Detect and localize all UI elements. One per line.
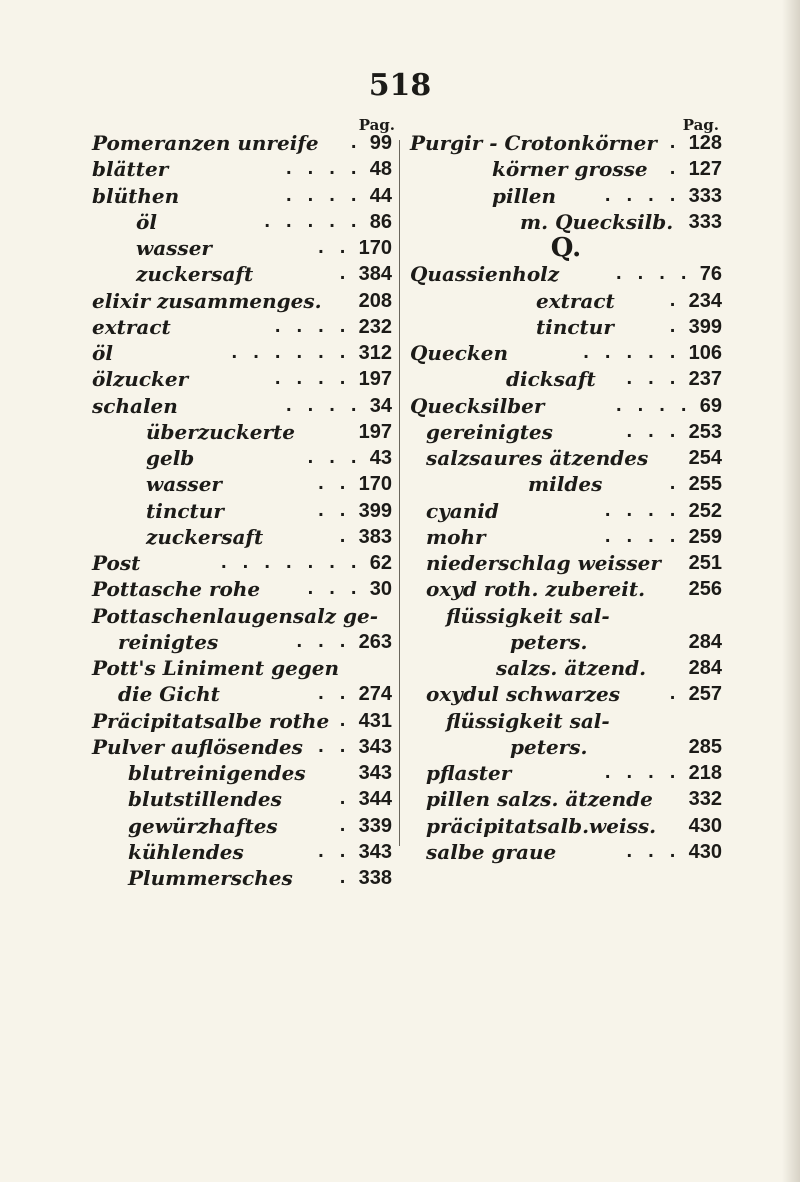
page-reference: 257 — [688, 683, 722, 706]
index-term: extract — [536, 288, 615, 313]
index-term: oxyd roth. zubereit. — [426, 577, 646, 602]
index-term: wasser — [146, 472, 222, 497]
index-entry — [410, 629, 722, 655]
index-term: flüssigkeit sal- — [446, 708, 610, 733]
index-column-right — [410, 116, 722, 865]
index-term: cyanid — [426, 498, 499, 523]
index-entry — [410, 708, 722, 734]
page-reference: 127 — [688, 158, 722, 181]
index-term: Präcipitatsalbe rothe — [92, 708, 330, 733]
leader-dots: . . . . — [285, 159, 362, 179]
index-entry — [92, 393, 392, 419]
index-term: blätter — [92, 157, 169, 182]
index-entry — [410, 366, 722, 392]
page-reference: 254 — [688, 447, 722, 469]
index-term: dicksaft — [506, 367, 596, 392]
index-entry — [92, 524, 392, 550]
leader-dots: . . — [317, 238, 351, 257]
page-reference: 255 — [688, 473, 722, 496]
index-term: m. Quecksilb. — [520, 209, 674, 234]
index-term: Pulver auflösendes — [92, 734, 303, 759]
index-term: pflaster — [426, 761, 512, 785]
index-term: wasser — [136, 236, 212, 260]
index-entry — [410, 183, 722, 209]
leader-dots: . — [339, 789, 351, 809]
index-entry — [92, 681, 392, 707]
leader-dots: . . . . — [604, 500, 681, 520]
leader-dots: . . — [317, 736, 351, 756]
index-term: flüssigkeit sal- — [446, 603, 610, 628]
index-entry — [410, 603, 722, 629]
page-reference: 338 — [358, 867, 392, 889]
pag-header-right: Pag. — [682, 116, 719, 134]
index-term: oxydul schwarzes — [426, 682, 621, 707]
index-entry — [410, 445, 722, 471]
page-reference: 234 — [688, 289, 722, 312]
leader-dots: . . . — [626, 841, 681, 861]
index-term: blutstillendes — [128, 787, 282, 812]
page-reference: 312 — [358, 342, 392, 364]
index-entry — [92, 865, 392, 891]
index-term: salzsaures ätzendes — [426, 446, 649, 470]
leader-dots: . . . — [296, 631, 351, 651]
page-reference: 383 — [358, 525, 392, 548]
page-reference: 333 — [688, 184, 722, 207]
index-term: salbe graue — [426, 839, 557, 864]
index-term: Quassienholz — [410, 262, 560, 287]
page-reference: 197 — [358, 368, 392, 391]
page-reference: 48 — [369, 158, 392, 181]
page-reference: 343 — [358, 735, 392, 758]
index-entry — [92, 183, 392, 209]
index-term: mohr — [426, 524, 486, 549]
leader-dots: . . — [317, 841, 351, 861]
index-entry — [92, 603, 392, 629]
index-entry — [410, 393, 722, 419]
index-term: extract — [92, 314, 171, 339]
index-entry — [410, 550, 722, 576]
page-reference: 43 — [369, 447, 392, 469]
leader-dots: . . — [317, 500, 351, 520]
index-entry — [92, 445, 392, 471]
leader-dots: . — [339, 815, 351, 835]
index-term: niederschlag weisser — [426, 551, 661, 575]
index-term: Quecksilber — [410, 393, 545, 418]
page-reference: 332 — [688, 788, 722, 811]
leader-dots: . — [339, 526, 351, 546]
leader-dots: . . . — [307, 579, 362, 599]
index-entry — [92, 314, 392, 340]
index-entry — [410, 340, 722, 366]
index-term: mildes — [528, 472, 603, 497]
index-term: die Gicht — [118, 682, 220, 707]
index-entry — [410, 524, 722, 550]
index-list-right — [410, 130, 722, 865]
index-term: gewürzhaftes — [128, 813, 278, 838]
index-term: präcipitatsalb.weiss. — [426, 813, 657, 838]
index-term: ölzucker — [92, 367, 189, 392]
index-list-left — [92, 130, 392, 891]
page-reference: 256 — [688, 578, 722, 601]
leader-dots: . — [669, 159, 681, 179]
index-entry — [92, 235, 392, 261]
leader-dots: . . . . . — [582, 343, 681, 362]
index-term: pillen — [492, 183, 557, 208]
index-entry — [410, 314, 722, 340]
index-term: Post — [92, 551, 141, 575]
index-entry — [410, 209, 722, 235]
leader-dots: . — [669, 290, 681, 310]
index-entry — [410, 760, 722, 786]
index-term: Pottaschenlaugensalz ge- — [92, 603, 379, 628]
index-entry — [410, 288, 722, 314]
leader-dots: . — [669, 316, 681, 336]
index-entry — [92, 340, 392, 366]
index-term: öl — [136, 209, 157, 234]
index-entry — [92, 708, 392, 734]
leader-dots: . — [339, 868, 351, 887]
leader-dots: . . . . — [604, 526, 681, 546]
leader-dots: . . . . — [604, 185, 681, 205]
index-term: peters. — [510, 629, 588, 654]
index-entry — [410, 839, 722, 865]
page-reference: 197 — [358, 420, 392, 443]
page-reference: 259 — [688, 525, 722, 548]
index-entry — [92, 839, 392, 865]
index-term: schalen — [92, 393, 178, 418]
index-term: Quecken — [410, 341, 508, 365]
page-reference: 274 — [358, 683, 392, 706]
leader-dots: . . . . — [274, 369, 351, 389]
page-reference: 430 — [688, 814, 722, 837]
leader-dots: . . . . . . . — [220, 553, 362, 572]
index-term: reinigtes — [118, 629, 219, 654]
leader-dots: . — [339, 710, 351, 730]
index-term: Plummersches — [128, 866, 293, 890]
leader-dots: . . . — [626, 369, 681, 389]
page-reference: 106 — [688, 342, 722, 364]
index-term: öl — [92, 341, 113, 365]
page-reference: 251 — [688, 552, 722, 574]
index-entry — [92, 419, 392, 445]
page-reference: 30 — [369, 578, 392, 601]
index-entry — [410, 156, 722, 182]
leader-dots: . — [669, 474, 681, 494]
page-number: 518 — [368, 68, 432, 103]
leader-dots: . — [669, 684, 681, 704]
page-reference: 86 — [369, 210, 392, 233]
index-term: gereinigtes — [426, 419, 553, 444]
leader-dots: . . . . — [285, 395, 362, 415]
page-reference: 208 — [358, 289, 392, 312]
page-reference: 399 — [688, 315, 722, 338]
page-reference: 34 — [369, 394, 392, 417]
page-reference: 62 — [369, 552, 392, 574]
leader-dots: . . . . — [615, 264, 692, 284]
index-term: Pomeranzen unreife — [92, 131, 319, 155]
page-reference: 237 — [688, 368, 722, 391]
index-entry — [410, 786, 722, 812]
page-reference: 76 — [699, 263, 722, 286]
index-entry — [410, 681, 722, 707]
index-term: gelb — [146, 446, 195, 470]
leader-dots: . . . — [307, 448, 362, 467]
leader-dots: . — [350, 133, 362, 152]
index-term: blutreinigendes — [128, 761, 306, 785]
leader-dots: . . . . . . — [231, 343, 351, 362]
page-reference: 285 — [688, 735, 722, 758]
index-entry — [410, 498, 722, 524]
index-entry — [410, 813, 722, 839]
index-entry — [410, 419, 722, 445]
page-reference: 284 — [688, 630, 722, 653]
index-entry — [92, 786, 392, 812]
page-reference: 339 — [358, 814, 392, 837]
index-entry — [92, 655, 392, 681]
page-reference: 253 — [688, 420, 722, 443]
index-entry — [92, 629, 392, 655]
leader-dots: . . . . — [274, 316, 351, 336]
page-reference: 430 — [688, 840, 722, 863]
index-entry — [92, 498, 392, 524]
leader-dots: . . . . — [285, 185, 362, 205]
index-term: körner grosse — [492, 157, 648, 182]
index-entry — [410, 734, 722, 760]
index-entry — [410, 235, 722, 261]
leader-dots: . . . . — [615, 395, 692, 415]
index-entry — [410, 655, 722, 681]
leader-dots: . . — [317, 474, 351, 494]
index-entry — [92, 288, 392, 314]
index-term: salzs. ätzend. — [496, 656, 647, 680]
index-term: kühlendes — [128, 839, 244, 864]
leader-dots: . — [339, 264, 351, 284]
index-term: pillen salzs. ätzende — [426, 787, 653, 812]
index-term: tinctur — [146, 498, 224, 523]
index-entry — [92, 813, 392, 839]
section-letter: Q. — [550, 233, 582, 263]
index-entry — [410, 471, 722, 497]
page-reference: 263 — [358, 630, 392, 653]
column-divider — [399, 140, 400, 846]
index-term: zuckersaft — [136, 262, 254, 287]
index-entry — [410, 261, 722, 287]
page-reference: 333 — [688, 210, 722, 233]
page-reference: 343 — [358, 840, 392, 863]
index-entry — [92, 209, 392, 235]
page-reference: 431 — [358, 709, 392, 732]
index-term: elixir zusammenges. — [92, 288, 322, 313]
page-reference: 384 — [358, 263, 392, 286]
leader-dots: . — [669, 133, 681, 152]
index-term: tinctur — [536, 314, 614, 339]
page-reference: 128 — [688, 132, 722, 154]
index-column-left — [92, 116, 395, 891]
page-reference: 399 — [358, 499, 392, 522]
index-entry — [92, 130, 392, 156]
page-reference: 252 — [688, 499, 722, 522]
index-term: Pottasche rohe — [92, 577, 261, 602]
index-term: überzuckerte — [146, 419, 295, 444]
index-term: Pott's Liniment gegen — [92, 656, 340, 680]
index-term: peters. — [510, 734, 588, 759]
index-term: Purgir - Crotonkörner — [410, 131, 657, 155]
index-entry — [92, 760, 392, 786]
page-reference: 69 — [699, 394, 722, 417]
leader-dots: . . . — [626, 421, 681, 441]
index-entry — [92, 471, 392, 497]
page-reference: 343 — [358, 762, 392, 784]
leader-dots: . . . . — [604, 763, 681, 782]
pag-header-left: Pag. — [358, 116, 395, 134]
index-entry — [92, 550, 392, 576]
page-reference: 170 — [358, 237, 392, 259]
index-term: zuckersaft — [146, 524, 264, 549]
index-entry — [92, 261, 392, 287]
index-entry — [92, 734, 392, 760]
page-reference: 44 — [369, 184, 392, 207]
index-entry — [92, 366, 392, 392]
index-entry — [410, 576, 722, 602]
index-entry — [92, 156, 392, 182]
page-reference: 344 — [358, 788, 392, 811]
index-entry — [92, 576, 392, 602]
index-entry — [410, 130, 722, 156]
page-reference: 232 — [358, 315, 392, 338]
page-reference: 99 — [369, 132, 392, 154]
leader-dots: . . — [317, 684, 351, 704]
page-reference: 218 — [688, 762, 722, 784]
leader-dots: . . . . . — [264, 211, 362, 231]
page-reference: 284 — [688, 657, 722, 679]
page-reference: 170 — [358, 473, 392, 496]
index-term: blüthen — [92, 183, 180, 208]
page-edge-shadow — [782, 0, 800, 1182]
